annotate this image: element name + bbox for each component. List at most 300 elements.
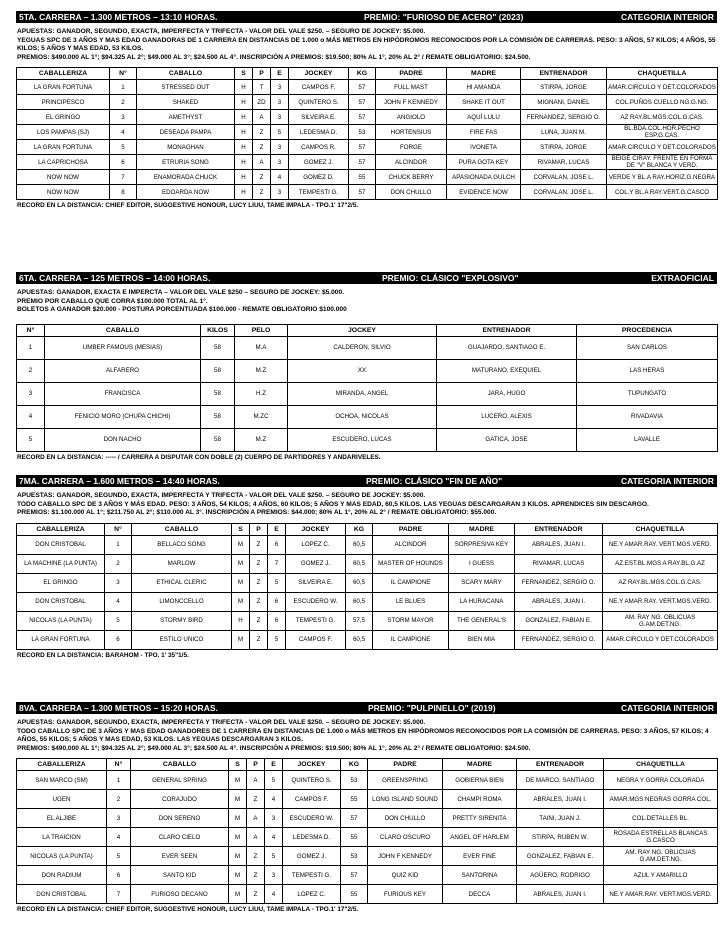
table-cell: 6 — [268, 592, 286, 611]
column-header: MADRE — [449, 523, 515, 535]
table-cell: LOPEZ C. — [283, 885, 341, 904]
table-cell: GUAJARDO, SANTIAGO E. — [437, 336, 577, 359]
table-cell: DON CRISTOBAL — [17, 885, 107, 904]
condition-line: PREMIOS: $1.100.000 AL 1°; $211.750 AL 2°; $110.000 AL 3°. INSCRIPCIÓN A PREMIOS: $44.000; 80% AL 1°, 20% AL 2° / REMATE OBLIGATORIO: $55.000. — [17, 509, 497, 517]
table-cell: QUINTERO S. — [289, 95, 349, 110]
column-header: P — [247, 759, 265, 771]
table-cell: 5 — [268, 573, 286, 592]
table-cell: MATURANO, EXEQUIEL — [437, 359, 577, 382]
table-cell: Z — [247, 847, 265, 866]
race-prize: PREMIO: "FURIOSO DE ACERO" (2023) — [364, 12, 524, 22]
table-cell: T — [253, 80, 271, 95]
table-cell: Z — [247, 790, 265, 809]
table-cell: STRESSED OUT — [137, 80, 235, 95]
condition-line: YEGUAS SPC DE 3 AÑOS Y MAS EDAD GANADORAS DE 1 CARRERA EN DISTANCIAS DE 1.000 o MÁS METROS EN HIPÓDROMOS RECONOCIDOS POR LA COMISIÓN DE CARRERAS. PESO: 3 AÑOS, 57 KILOS; 4 AÑOS, 55 KILOS; 5 AÑOS Y MAS EDAD, 53 KILOS. — [17, 36, 716, 53]
table-cell: UGEN — [17, 790, 107, 809]
table-cell: NE.Y AMAR.RAY. VERT.MGS.VERD. — [603, 592, 718, 611]
table-cell: LEDESMA D. — [283, 828, 341, 847]
table-cell: EL GRINGO — [17, 110, 110, 125]
table-cell: BIEN MIA — [449, 630, 515, 649]
table-cell: H — [235, 80, 253, 95]
condition-line: APUESTAS: GANADOR, SEGUNDO, EXACTA, IMPERFECTA Y TRIFECTA - VALOR DEL VALE $250. – SEGURO DE JOCKEY: $5.000. — [17, 492, 426, 499]
table-row — [17, 771, 718, 790]
table-cell: FORGE — [376, 140, 447, 155]
column-header: JOCKEY — [286, 523, 346, 535]
column-header: P — [253, 68, 271, 80]
column-header: N° — [107, 759, 131, 771]
distance-record: RECORD EN LA DISTANCIA: CHIEF EDITOR, SUGGESTIVE HONOUR, LUCY LIUU, TAME IMPALA - TPO.1' 17"2/5. — [17, 906, 359, 914]
column-header: CABALLERIZA — [17, 68, 110, 80]
table-cell: MIRANDA, ANGEL — [288, 382, 437, 405]
table-cell: M — [229, 885, 247, 904]
table-cell: GOMEZ J. — [286, 554, 346, 573]
table-cell: Z — [247, 866, 265, 885]
table-row — [17, 95, 718, 110]
table-cell: 3 — [105, 573, 132, 592]
table-cell: LA GRAN FORTUNA — [17, 630, 105, 649]
table-cell: GONZALEZ, FABIAN E. — [515, 611, 603, 630]
entries-table — [16, 758, 718, 904]
table-cell: NICOLAS (LA PUNTA) — [17, 847, 107, 866]
table-cell: 3 — [17, 382, 45, 405]
table-cell: TUPUNGATO — [577, 382, 718, 405]
table-row — [17, 405, 718, 428]
table-cell: 3 — [265, 866, 283, 885]
table-cell: 57 — [349, 95, 376, 110]
table-cell: 1 — [110, 80, 137, 95]
table-cell: ESTILO UNICO — [132, 630, 232, 649]
table-cell: AMETHYST — [137, 110, 235, 125]
entries-table — [16, 523, 718, 650]
column-header: CABALLO — [131, 759, 229, 771]
table-cell: Z — [250, 535, 268, 554]
table-cell: DON CRISTOBAL — [17, 592, 105, 611]
table-cell: STORMY BIRD — [132, 611, 232, 630]
table-cell: 3 — [271, 80, 289, 95]
column-header: E — [265, 759, 283, 771]
condition-line: BOLETOS A GANADOR $20.000 - POSTURA PORCENTUADA $100.000 - REMATE OBLIGATORIO $100.000 — [17, 306, 347, 314]
table-cell: CORVALAN, JOSE L. — [521, 185, 607, 200]
table-cell: AZ RAY.BL.MGS.COL.G.CAS. — [607, 110, 718, 125]
table-cell: AZ.EST.BL.MGS A RAY.BL.G.AZ — [603, 554, 718, 573]
race-prize: PREMIO: CLÁSICO "FIN DE AÑO" — [366, 476, 503, 486]
race-header-bar — [16, 475, 717, 487]
column-header: JOCKEY — [288, 324, 437, 336]
table-cell: I GUESS — [449, 554, 515, 573]
table-cell: 55 — [341, 885, 368, 904]
table-cell: NE.Y AMAR.RAY. VERT.MGS.VERD. — [603, 535, 718, 554]
table-cell: JARA, HUGO — [437, 382, 577, 405]
table-cell: 5 — [271, 125, 289, 140]
column-header: S — [235, 68, 253, 80]
column-header: CABALLO — [132, 523, 232, 535]
table-cell: BL.BDA.COL.HOR.PECHO ESP.G.CAS. — [607, 125, 718, 140]
column-header: E — [271, 68, 289, 80]
table-cell: LA TRAICION — [17, 828, 107, 847]
table-cell: 57 — [349, 80, 376, 95]
table-cell: GREENSPRING — [368, 771, 443, 790]
column-header: ENTRENADOR — [515, 523, 603, 535]
table-cell: 5 — [268, 630, 286, 649]
table-cell: LA CAPRICHOSA — [17, 155, 110, 170]
table-cell: ABRALES, JUAN I. — [517, 790, 604, 809]
table-cell: Z — [250, 592, 268, 611]
table-cell: RIVAMAR, LUCAS — [521, 155, 607, 170]
table-cell: GOMEZ J. — [289, 155, 349, 170]
table-cell: LONG ISLAND SOUND — [368, 790, 443, 809]
table-cell: 1 — [105, 535, 132, 554]
table-cell: 6 — [107, 866, 131, 885]
table-cell: PURA GOTA KEY — [447, 155, 521, 170]
column-header: CHAQUETILLA — [607, 68, 718, 80]
table-cell: TEMPESTI G. — [283, 866, 341, 885]
table-cell: Z — [250, 630, 268, 649]
table-cell: CAMPOS F. — [289, 80, 349, 95]
table-cell: 55 — [341, 790, 368, 809]
table-cell: EVER FINE — [443, 847, 517, 866]
table-cell: 2 — [105, 554, 132, 573]
table-cell: AGÜERO, RODRIGO — [517, 866, 604, 885]
table-cell: EDOARDA NOW — [137, 185, 235, 200]
table-cell: 3 — [107, 809, 131, 828]
race-category: CATEGORIA INTERIOR — [620, 476, 714, 486]
table-cell: 3 — [271, 95, 289, 110]
table-cell: THE GENERAL'S — [449, 611, 515, 630]
table-cell: BELLACO SONG — [132, 535, 232, 554]
race-prize: PREMIO: "PULPINELLO" (2019) — [368, 703, 496, 713]
table-row — [17, 359, 718, 382]
table-cell: NEGRA Y GORRA COLORADA — [604, 771, 718, 790]
table-cell: BEIGE CIRAY. FRENTE EN FORMA DE "V" BLANCA Y VERD. — [607, 155, 718, 170]
table-cell: EL ALJIBE — [17, 809, 107, 828]
table-cell: FURIOUS KEY — [368, 885, 443, 904]
table-cell: 6 — [268, 535, 286, 554]
table-row — [17, 790, 718, 809]
table-cell: AMAR.CIRCULO Y DET.COLORADOS — [607, 80, 718, 95]
race-5-section — [16, 11, 717, 209]
table-cell: ENAMORADA CHUCK — [137, 170, 235, 185]
table-cell: DE MARCO, SANTIAGO — [517, 771, 604, 790]
table-cell: NOW NOW — [17, 170, 110, 185]
table-cell: CORVALAN, JOSE L. — [521, 170, 607, 185]
table-cell: COL.Y BL.A RAY.VERT.G.CASCO — [607, 185, 718, 200]
table-cell: 1 — [17, 336, 45, 359]
table-cell: 2 — [17, 359, 45, 382]
table-cell: DON CRISTOBAL — [17, 535, 105, 554]
distance-record: RECORD EN LA DISTANCIA: BARAHOM - TPO. 1' 35"1/5. — [17, 651, 189, 659]
table-cell: STIRPA, JORGE — [521, 80, 607, 95]
table-cell: H — [232, 611, 250, 630]
column-header: PELO — [235, 324, 288, 336]
table-cell: A — [247, 809, 265, 828]
table-row — [17, 554, 718, 573]
table-cell: GATICA, JOSE — [437, 428, 577, 451]
table-cell: FRANCISCA — [45, 382, 201, 405]
table-cell: FIRE FAS — [447, 125, 521, 140]
table-cell: H — [235, 140, 253, 155]
table-cell: NICOLAS (LA PUNTA) — [17, 611, 105, 630]
table-cell: 7 — [268, 554, 286, 573]
table-cell: LEDESMA D. — [289, 125, 349, 140]
table-cell: GONZALEZ, FABIAN E. — [517, 847, 604, 866]
table-cell: CAMPOS R. — [289, 140, 349, 155]
table-row — [17, 428, 718, 451]
race-header-bar — [16, 702, 717, 714]
table-cell: AM. RAY NG. OBLICUAS G.AM.DET.NG. — [603, 611, 718, 630]
table-cell: IL CAMPIONE — [373, 630, 449, 649]
race-7-section — [16, 475, 717, 659]
table-cell: LUCERO, ALEXIS — [437, 405, 577, 428]
table-cell: M — [232, 630, 250, 649]
column-header: PROCEDENCIA — [577, 324, 718, 336]
table-row — [17, 140, 718, 155]
table-cell: 4 — [271, 170, 289, 185]
table-cell: 4 — [105, 592, 132, 611]
table-cell: FERNANDEZ, SERGIO O. — [515, 630, 603, 649]
column-header: P — [250, 523, 268, 535]
table-cell: CAMPOS F. — [286, 630, 346, 649]
table-cell: ABRALES, JUAN I. — [515, 592, 603, 611]
table-cell: 5 — [107, 847, 131, 866]
table-cell: ANGIOLO — [376, 110, 447, 125]
table-cell: 57 — [349, 185, 376, 200]
table-cell: 60,5 — [346, 554, 373, 573]
column-header: CABALLERIZA — [17, 523, 105, 535]
table-row — [17, 630, 718, 649]
table-cell: 53 — [349, 125, 376, 140]
table-cell: IL CAMPIONE — [373, 573, 449, 592]
table-cell: LAS HERAS — [577, 359, 718, 382]
column-header: N° — [105, 523, 132, 535]
table-cell: 60,5 — [346, 592, 373, 611]
table-cell: DON SERENO — [131, 809, 229, 828]
race-category: CATEGORIA INTERIOR — [620, 12, 714, 22]
table-cell: AZ RAY.BL.MGS.COL.G.CAS. — [603, 573, 718, 592]
table-cell: 7 — [110, 170, 137, 185]
table-cell: CLARO CIELO — [131, 828, 229, 847]
column-header: CHAQUETILLA — [604, 759, 718, 771]
condition-line: APUESTAS: GANADOR, SEGUNDO, EXACTA, IMPERFECTA Y TRIFECTA - VALOR DEL VALE $250. – SEGURO DE JOCKEY: $5.000. — [17, 28, 426, 35]
table-row — [17, 573, 718, 592]
table-row — [17, 885, 718, 904]
table-cell: DECCA — [443, 885, 517, 904]
table-cell: 4 — [265, 790, 283, 809]
table-cell: MASTER OF HOUNDS — [373, 554, 449, 573]
column-header: N° — [17, 324, 45, 336]
column-header: MADRE — [443, 759, 517, 771]
table-cell: LA MACHINE (LA PUNTA) — [17, 554, 105, 573]
table-cell: 8 — [110, 185, 137, 200]
table-cell: JOHN F KENNEDY — [368, 847, 443, 866]
race-conditions — [17, 28, 717, 62]
table-row — [17, 80, 718, 95]
table-cell: H.Z — [235, 382, 288, 405]
table-cell: IVONETA — [447, 140, 521, 155]
table-cell: LAVALLE — [577, 428, 718, 451]
table-cell: 2 — [110, 95, 137, 110]
table-cell: NOW NOW — [17, 185, 110, 200]
table-cell: Z — [253, 170, 271, 185]
race-title: 6TA. CARRERA – 125 METROS – 14:00 HORAS. — [19, 273, 211, 283]
table-cell: 5 — [105, 611, 132, 630]
table-cell: M — [229, 809, 247, 828]
column-header: ENTRENADOR — [521, 68, 607, 80]
table-cell: ALCINDOR — [376, 155, 447, 170]
table-cell: DON NACHO — [45, 428, 201, 451]
table-row — [17, 185, 718, 200]
table-cell: COL.DETALLES BL. — [604, 809, 718, 828]
table-cell: ALCINDOR — [373, 535, 449, 554]
table-cell: A — [253, 155, 271, 170]
table-cell: SAN CARLOS — [577, 336, 718, 359]
column-header: PADRE — [368, 759, 443, 771]
column-header: ENTRENADOR — [437, 324, 577, 336]
table-row — [17, 611, 718, 630]
table-cell: FERNANDEZ, SERGIO O. — [521, 110, 607, 125]
table-cell: RIVAMAR, LUCAS — [515, 554, 603, 573]
table-cell: 7 — [107, 885, 131, 904]
table-cell: A — [247, 828, 265, 847]
table-cell: ANGEL OF HARLEM — [443, 828, 517, 847]
table-cell: 57,5 — [346, 611, 373, 630]
table-cell: 58 — [201, 405, 235, 428]
table-row — [17, 592, 718, 611]
table-cell: 2 — [107, 790, 131, 809]
condition-line: APUESTAS: GANADOR, EXACTA E IMPERCTA – VALOR DEL VALE $250 – SEGURO DE JOCKEY: $5.000. — [17, 289, 344, 296]
table-cell: LOS PAMPAS (SJ) — [17, 125, 110, 140]
table-cell: 57 — [341, 809, 368, 828]
table-cell: Z — [247, 885, 265, 904]
race-8-section — [16, 702, 717, 913]
table-cell: 4 — [107, 828, 131, 847]
table-cell: CAMPOS F. — [283, 790, 341, 809]
table-cell: CHUCK BERRY — [376, 170, 447, 185]
table-cell: DON RADIUM — [17, 866, 107, 885]
table-cell: 5 — [17, 428, 45, 451]
table-cell: STIRPA, RUBEN W. — [517, 828, 604, 847]
table-row — [17, 155, 718, 170]
table-cell: TEMPESTI G. — [286, 611, 346, 630]
race-header-bar — [16, 11, 717, 23]
race-category: CATEGORIA INTERIOR — [620, 703, 714, 713]
table-cell: AQUÍ LULU — [447, 110, 521, 125]
table-cell: 3 — [271, 140, 289, 155]
table-cell: SHAKED — [137, 95, 235, 110]
table-cell: GOBIERNA BIEN — [443, 771, 517, 790]
table-cell: EVER SEEN — [131, 847, 229, 866]
table-cell: LE BLUES — [373, 592, 449, 611]
race-title: 8VA. CARRERA – 1.300 METROS – 15:20 HORAS. — [19, 703, 218, 713]
table-cell: 3 — [265, 809, 283, 828]
table-cell: AM. RAY NG. OBLICUAS G.AM.DET.NG. — [604, 847, 718, 866]
table-cell: MIGNANI, DANIEL — [521, 95, 607, 110]
table-cell: 4 — [17, 405, 45, 428]
table-cell: M.Z — [235, 428, 288, 451]
column-header: E — [268, 523, 286, 535]
table-cell: Z — [253, 125, 271, 140]
table-cell: CALDERON, SILVIO — [288, 336, 437, 359]
table-cell: ABRALES, JUAN I. — [517, 885, 604, 904]
distance-record: RECORD EN LA DISTANCIA: ----- / CARRERA A DISPUTAR CON DOBLE (2) CUERPO DE PARTIDORES Y ANDARIVELES. — [17, 453, 381, 461]
table-cell: Z — [250, 554, 268, 573]
table-cell: 5 — [265, 847, 283, 866]
race-category: EXTRAOFICIAL — [651, 273, 714, 283]
race-header-bar — [16, 272, 717, 284]
table-cell: JOHN F KENNEDY — [376, 95, 447, 110]
table-cell: LA GRAN FORTUNA — [17, 140, 110, 155]
table-cell: DESEADA PAMPA — [137, 125, 235, 140]
column-header: PADRE — [376, 68, 447, 80]
table-cell: M — [229, 847, 247, 866]
table-cell: PRETTY SIRENITA — [443, 809, 517, 828]
table-cell: ROSADA ESTRELLAS BLANCAS G.CASCO — [604, 828, 718, 847]
table-row — [17, 866, 718, 885]
table-cell: H — [235, 95, 253, 110]
table-cell: UMBER FAMOUS (MESIAS) — [45, 336, 201, 359]
table-cell: SORPRESIVA KEY — [449, 535, 515, 554]
table-cell: 5 — [265, 771, 283, 790]
distance-record: RECORD EN LA DISTANCIA: CHIEF EDITOR, SUGGESTIVE HONOUR, LUCY LIUU, TAME IMPALA - TPO.1' 17"2/5. — [17, 202, 359, 210]
table-cell: LA HURACANA — [449, 592, 515, 611]
race-title: 5TA. CARRERA – 1.300 METROS – 13:10 HORAS. — [19, 12, 218, 22]
table-cell: COL.PUÑOS CUELLO NG.G.NG. — [607, 95, 718, 110]
table-cell: 55 — [349, 170, 376, 185]
table-cell: TAINI, JUAN J. — [517, 809, 604, 828]
column-header: CHAQUETILLA — [603, 523, 718, 535]
condition-line: PREMIOS: $490.000 AL 1°; $94.325 AL 2°; $49.000 AL 3°; $24.500 AL 4°. INSCRIPCIÓN A PREMIOS: $19.500; 80% AL 1°, 20% AL 2° / REMATE OBLIGATORIO: $24.500. — [17, 744, 531, 752]
table-cell: 57 — [341, 866, 368, 885]
table-cell: M — [232, 592, 250, 611]
table-cell: FULL MAST — [376, 80, 447, 95]
column-header: N° — [110, 68, 137, 80]
table-cell: M — [232, 535, 250, 554]
entries-table — [16, 67, 718, 200]
table-cell: 58 — [201, 336, 235, 359]
column-header: PADRE — [373, 523, 449, 535]
table-cell: CLARO OSCURO — [368, 828, 443, 847]
table-cell: ESCUDERO W. — [283, 809, 341, 828]
table-cell: Z — [250, 611, 268, 630]
table-cell: ABRALES, JUAN I. — [515, 535, 603, 554]
table-cell: 60,5 — [346, 535, 373, 554]
table-cell: 6 — [105, 630, 132, 649]
condition-line: PREMIOS: $490.000 AL 1°; $94.325 AL 2°; $49.000 AL 3°; $24.500 AL 4°. INSCRIPCIÓN A PREMIOS: $19.500; 80% AL 1°, 20% AL 2° / REMATE OBLIGATORIO: $24.500. — [17, 53, 531, 61]
table-cell: 55 — [341, 828, 368, 847]
table-cell: XX — [288, 359, 437, 382]
table-cell: 3 — [271, 185, 289, 200]
column-header: MADRE — [447, 68, 521, 80]
table-cell: 58 — [201, 428, 235, 451]
table-cell: 57 — [349, 110, 376, 125]
race-title: 7MA. CARRERA – 1.600 METROS – 14:40 HORAS. — [19, 476, 220, 486]
table-cell: MARLOW — [132, 554, 232, 573]
table-cell: 3 — [110, 110, 137, 125]
table-cell: Z — [253, 140, 271, 155]
table-row — [17, 170, 718, 185]
table-cell: 57 — [349, 155, 376, 170]
table-row — [17, 828, 718, 847]
table-cell: EL GRINGO — [17, 573, 105, 592]
table-row — [17, 535, 718, 554]
condition-line: TODO CABALLO SPC DE 3 AÑOS Y MAS EDAD GANADORES DE 1 CARRERA EN DISTANCIAS DE 1.000 o MÁS METROS EN HIPÓDROMOS RECONOCIDOS POR LA COMISIÓN DE CARRERAS. PESO: 3 AÑOS, 57 KILOS; 4 AÑOS, 55 KILOS; 5 AÑOS Y MAS EDAD, 53 KILOS. LAS YEGUAS DESCARGARAN 3 KILOS. — [17, 727, 709, 744]
table-cell: CHAMPI ROMA — [443, 790, 517, 809]
table-cell: H — [235, 125, 253, 140]
table-cell: SCARY MARY — [449, 573, 515, 592]
column-header: ENTRENADOR — [517, 759, 604, 771]
table-cell: 60,5 — [346, 573, 373, 592]
table-cell: M — [229, 771, 247, 790]
table-cell: 53 — [341, 771, 368, 790]
